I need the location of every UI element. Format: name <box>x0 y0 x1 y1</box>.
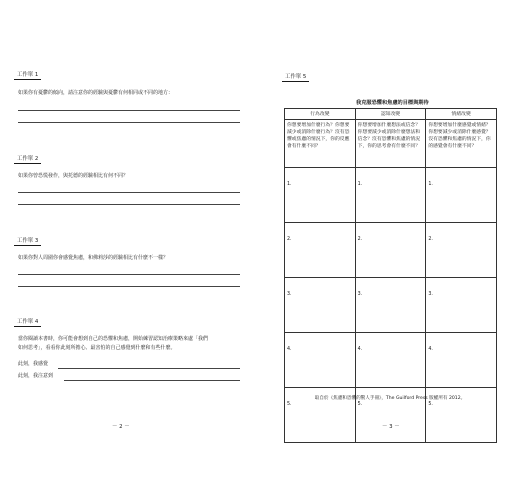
answer-line[interactable] <box>18 204 240 205</box>
answer-line[interactable] <box>18 122 240 123</box>
right-page <box>260 0 520 500</box>
question-cell-cognitive: 你想要增加什麼想法或信念？你想要減少或消除什麼想法和信念？沒有恐懼和焦慮的情況下，你的思考會有什麼不同？ <box>355 120 426 168</box>
row-number-cell[interactable]: 3. <box>355 278 426 333</box>
fill-in-notice-label: 此刻，我注意到 <box>18 373 54 379</box>
answer-line[interactable] <box>18 274 240 275</box>
row-number-cell[interactable]: 1. <box>426 168 497 223</box>
source-credit: 取自於《焦慮和恐懼的驚人手冊》，The Guilford Press 版權所有 2012。 <box>314 396 466 401</box>
table-row <box>285 223 497 278</box>
fill-in-feel-label: 此刻，我感覺 <box>18 361 49 367</box>
worksheet-4-label: 工作單 4 <box>14 318 41 327</box>
table-row <box>285 278 497 333</box>
page-number: － 3 － <box>382 424 400 430</box>
worksheet-4-prompt-line-1: 當你閱讀本書時，你可能會想到自己的恐懼和焦慮，開始練習認知治療策略來處「我們 <box>18 336 209 342</box>
page-number: － 2 － <box>112 424 130 430</box>
column-header-behavior: 行為改變 <box>285 109 356 120</box>
row-number-cell[interactable]: 5. <box>355 388 426 443</box>
table-row <box>285 168 497 223</box>
row-number-cell[interactable]: 3. <box>285 278 356 333</box>
worksheet-4-prompt-line-2: 如何思考」，看看你此刻所擔心、最害怕的自己感覺到什麼和有些什麼。 <box>18 345 176 351</box>
table-header-row <box>285 109 497 120</box>
answer-line[interactable] <box>18 110 240 111</box>
worksheet-1-prompt: 如果你有憂鬱的傾向，請注意你的經驗與憂鬱有何相同或不同的地方： <box>18 90 174 96</box>
worksheet-3-prompt: 如果你對人周圍你會感覺焦慮，和佛莉莎的經驗相比有什麼不一樣？ <box>18 255 169 261</box>
answer-line[interactable] <box>18 286 240 287</box>
column-header-emotion: 情緒改變 <box>426 109 497 120</box>
answer-line[interactable] <box>18 192 240 193</box>
row-number-cell[interactable]: 4. <box>426 333 497 388</box>
row-number-cell[interactable]: 1. <box>355 168 426 223</box>
row-number-cell[interactable]: 2. <box>285 223 356 278</box>
table-row <box>285 333 497 388</box>
worksheet-3-label: 工作單 3 <box>14 237 41 246</box>
row-number-cell[interactable]: 5. <box>426 388 497 443</box>
row-number-cell[interactable]: 4. <box>355 333 426 388</box>
fill-in-notice-line[interactable] <box>64 380 240 381</box>
worksheet-2-label: 工作單 2 <box>14 155 41 164</box>
goals-table <box>284 108 497 443</box>
row-number-cell[interactable]: 3. <box>426 278 497 333</box>
worksheet-5-label: 工作單 5 <box>282 73 309 82</box>
table-title: 我克服恐懼和焦慮的目標與期待 <box>356 100 429 106</box>
row-number-cell[interactable]: 1. <box>285 168 356 223</box>
question-cell-behavior: 你想要增加什麼行為？你想要減少或消除什麼行為？沒有恐懼或焦慮的情況下，你的反應會有什麼不同？ <box>285 120 356 168</box>
worksheet-2-prompt: 如果你曾恐慌發作，與托德的經驗相比有何不同？ <box>18 173 129 179</box>
row-number-cell[interactable]: 2. <box>355 223 426 278</box>
fill-in-feel-line[interactable] <box>58 368 240 369</box>
worksheet-1-label: 工作單 1 <box>14 71 41 80</box>
row-number-cell[interactable]: 4. <box>285 333 356 388</box>
column-header-cognitive: 認知改變 <box>355 109 426 120</box>
question-cell-emotion: 你想要增加什麼感覺或情緒？你想要減少或消除什麼感覺？沒有恐懼和焦慮的情況下，你的感覺會有什麼不同？ <box>426 120 497 168</box>
table-row <box>285 120 497 168</box>
row-number-cell[interactable]: 5. <box>285 388 356 443</box>
row-number-cell[interactable]: 2. <box>426 223 497 278</box>
